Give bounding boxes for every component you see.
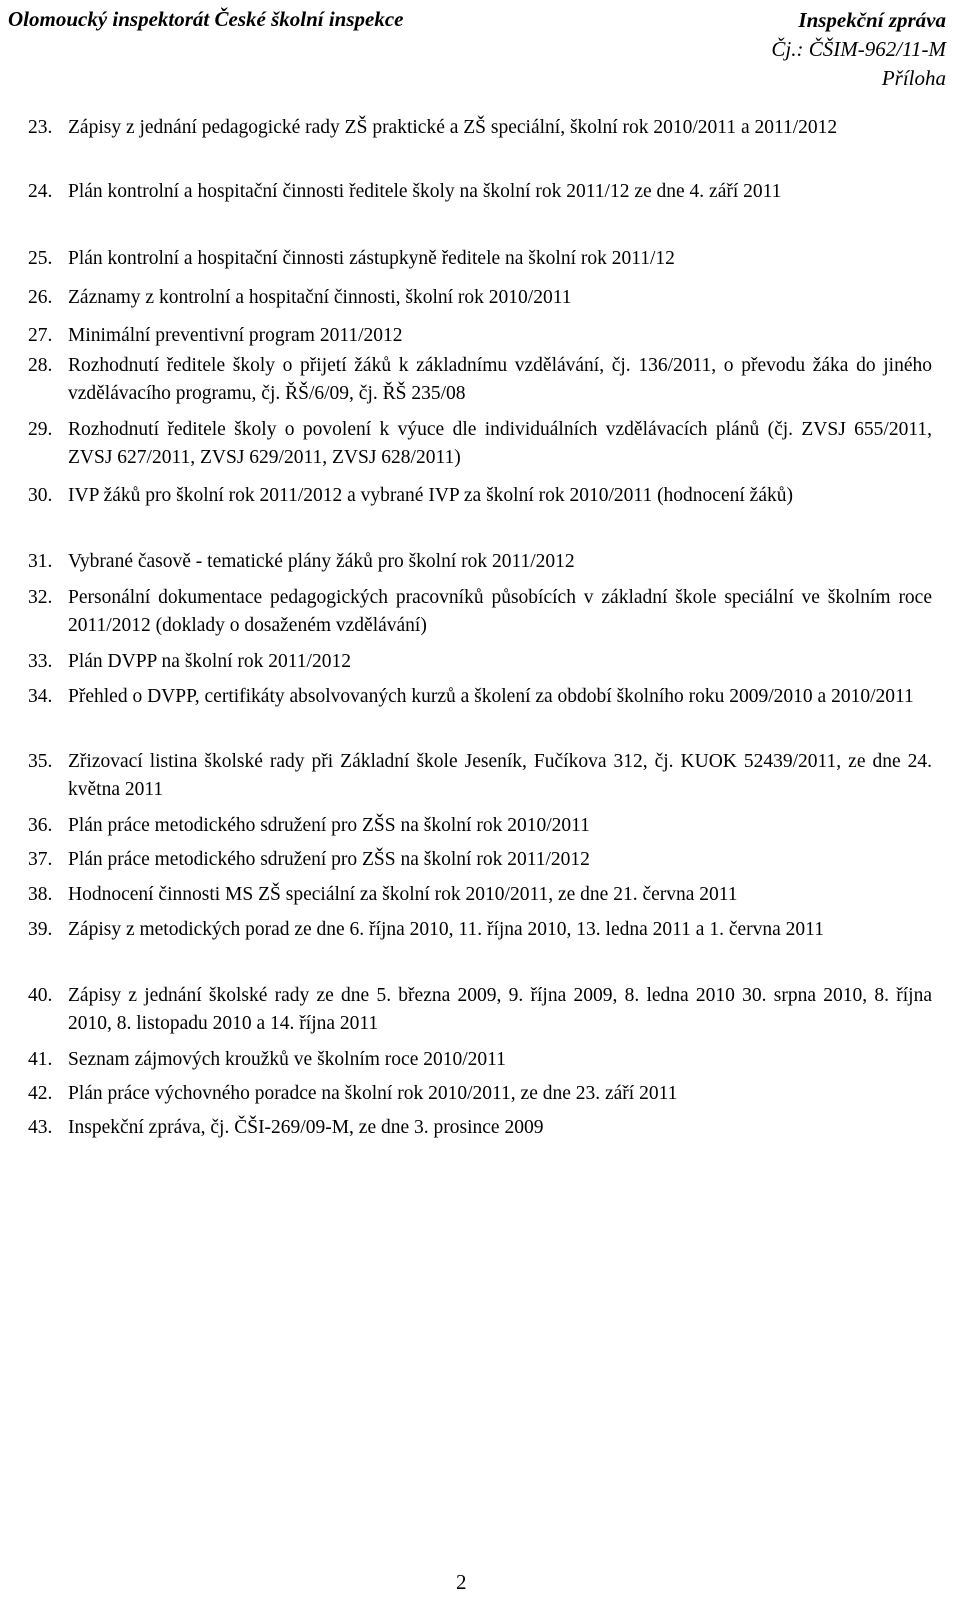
item-text: Seznam zájmových kroužků ve školním roce 2010/2011 [68, 1049, 506, 1070]
item-number: 30. [28, 485, 53, 506]
item-text: Plán práce výchovného poradce na školní rok 2010/2011, ze dne 23. září 2011 [68, 1083, 678, 1104]
header-right-block [771, 6, 946, 93]
list-item [28, 245, 932, 273]
item-text: Plán kontrolní a hospitační činnosti zástupkyně ředitele na školní rok 2011/12 [68, 248, 675, 269]
list-item [28, 322, 932, 350]
list-item [28, 352, 932, 408]
item-number: 38. [28, 884, 53, 905]
item-text: Plán práce metodického sdružení pro ZŠS na školní rok 2011/2012 [68, 849, 590, 870]
item-text: Rozhodnutí ředitele školy o přijetí žáků k základnímu vzdělávání, čj. 136/2011, o převodu žáka do jiného vzdělávacího programu, čj. ŘŠ/6/09, čj. ŘŠ 235/08 [68, 355, 932, 404]
reference-number: Čj.: ČŠIM-962/11-M [771, 37, 946, 61]
item-text: Přehled o DVPP, certifikáty absolvovaných kurzů a školení za období školního roku 2009/2010 a 2010/2011 [68, 686, 914, 707]
list-item [28, 1114, 932, 1142]
item-number: 40. [28, 985, 53, 1006]
item-number: 33. [28, 651, 53, 672]
list-item [28, 683, 932, 711]
item-text: Plán kontrolní a hospitační činnosti ředitele školy na školní rok 2011/12 ze dne 4. září 2011 [68, 181, 782, 202]
item-number: 26. [28, 287, 53, 308]
list-item [28, 916, 932, 944]
list-item [28, 846, 932, 874]
item-number: 42. [28, 1083, 53, 1104]
list-item [28, 648, 932, 676]
list-item [28, 284, 932, 312]
item-text: Plán práce metodického sdružení pro ZŠS na školní rok 2010/2011 [68, 815, 590, 836]
report-title: Inspekční zpráva [798, 8, 946, 32]
item-number: 39. [28, 919, 53, 940]
list-item [28, 982, 932, 1038]
item-number: 43. [28, 1117, 53, 1138]
page-number-value: 2 [456, 1570, 467, 1594]
list-item [28, 548, 932, 576]
item-number: 32. [28, 587, 53, 608]
list-item [28, 812, 932, 840]
list-item [28, 482, 932, 510]
item-number: 25. [28, 248, 53, 269]
list-item [28, 1046, 932, 1074]
list-item [28, 178, 932, 206]
item-text: Rozhodnutí ředitele školy o povolení k výuce dle individuálních vzdělávacích plánů (čj. ZVSJ 655/2011, ZVSJ 627/2011, ZVSJ 629/2011, ZVSJ 628/2011) [68, 419, 932, 468]
item-number: 34. [28, 686, 53, 707]
list-item [28, 881, 932, 909]
inspectorate-title: Olomoucký inspektorát České školní inspekce [8, 7, 404, 31]
list-item [28, 1080, 932, 1108]
item-number: 41. [28, 1049, 53, 1070]
item-text: Záznamy z kontrolní a hospitační činnosti, školní rok 2010/2011 [68, 287, 572, 308]
attachment-label: Příloha [881, 66, 946, 90]
item-text: IVP žáků pro školní rok 2011/2012 a vybrané IVP za školní rok 2010/2011 (hodnocení žáků) [68, 485, 793, 506]
item-text: Minimální preventivní program 2011/2012 [68, 325, 403, 346]
item-text: Vybrané časově - tematické plány žáků pro školní rok 2011/2012 [68, 551, 575, 572]
list-item [28, 114, 932, 142]
item-number: 36. [28, 815, 53, 836]
item-text: Zápisy z jednání pedagogické rady ZŠ praktické a ZŠ speciální, školní rok 2010/2011 a 2011/2012 [68, 117, 838, 138]
item-number: 24. [28, 181, 53, 202]
item-text: Hodnocení činnosti MS ZŠ speciální za školní rok 2010/2011, ze dne 21. června 2011 [68, 884, 738, 905]
item-text: Zápisy z metodických porad ze dne 6. října 2010, 11. října 2010, 13. ledna 2011 a 1. června 2011 [68, 919, 824, 940]
item-number: 27. [28, 325, 53, 346]
page-header [8, 6, 946, 96]
item-number: 35. [28, 751, 53, 772]
item-number: 31. [28, 551, 53, 572]
item-text: Zápisy z jednání školské rady ze dne 5. března 2009, 9. října 2009, 8. ledna 2010 30. srpna 2010, 8. října 2010, 8. listopadu 2010 a 14. října 2011 [68, 985, 932, 1034]
list-item [28, 748, 932, 804]
item-number: 23. [28, 117, 53, 138]
item-number: 28. [28, 355, 53, 376]
item-text: Plán DVPP na školní rok 2011/2012 [68, 651, 351, 672]
item-text: Inspekční zpráva, čj. ČŠI-269/09-M, ze dne 3. prosince 2009 [68, 1117, 544, 1138]
item-number: 29. [28, 419, 53, 440]
item-text: Zřizovací listina školské rady při Základní škole Jeseník, Fučíkova 312, čj. KUOK 52439/2011, ze dne 24. května 2011 [68, 751, 932, 800]
item-text: Personální dokumentace pedagogických pracovníků působících v základní škole speciální ve školním roce 2011/2012 (doklady o dosaženém vzdělávání) [68, 587, 932, 636]
list-item [28, 584, 932, 640]
list-item [28, 416, 932, 472]
item-number: 37. [28, 849, 53, 870]
